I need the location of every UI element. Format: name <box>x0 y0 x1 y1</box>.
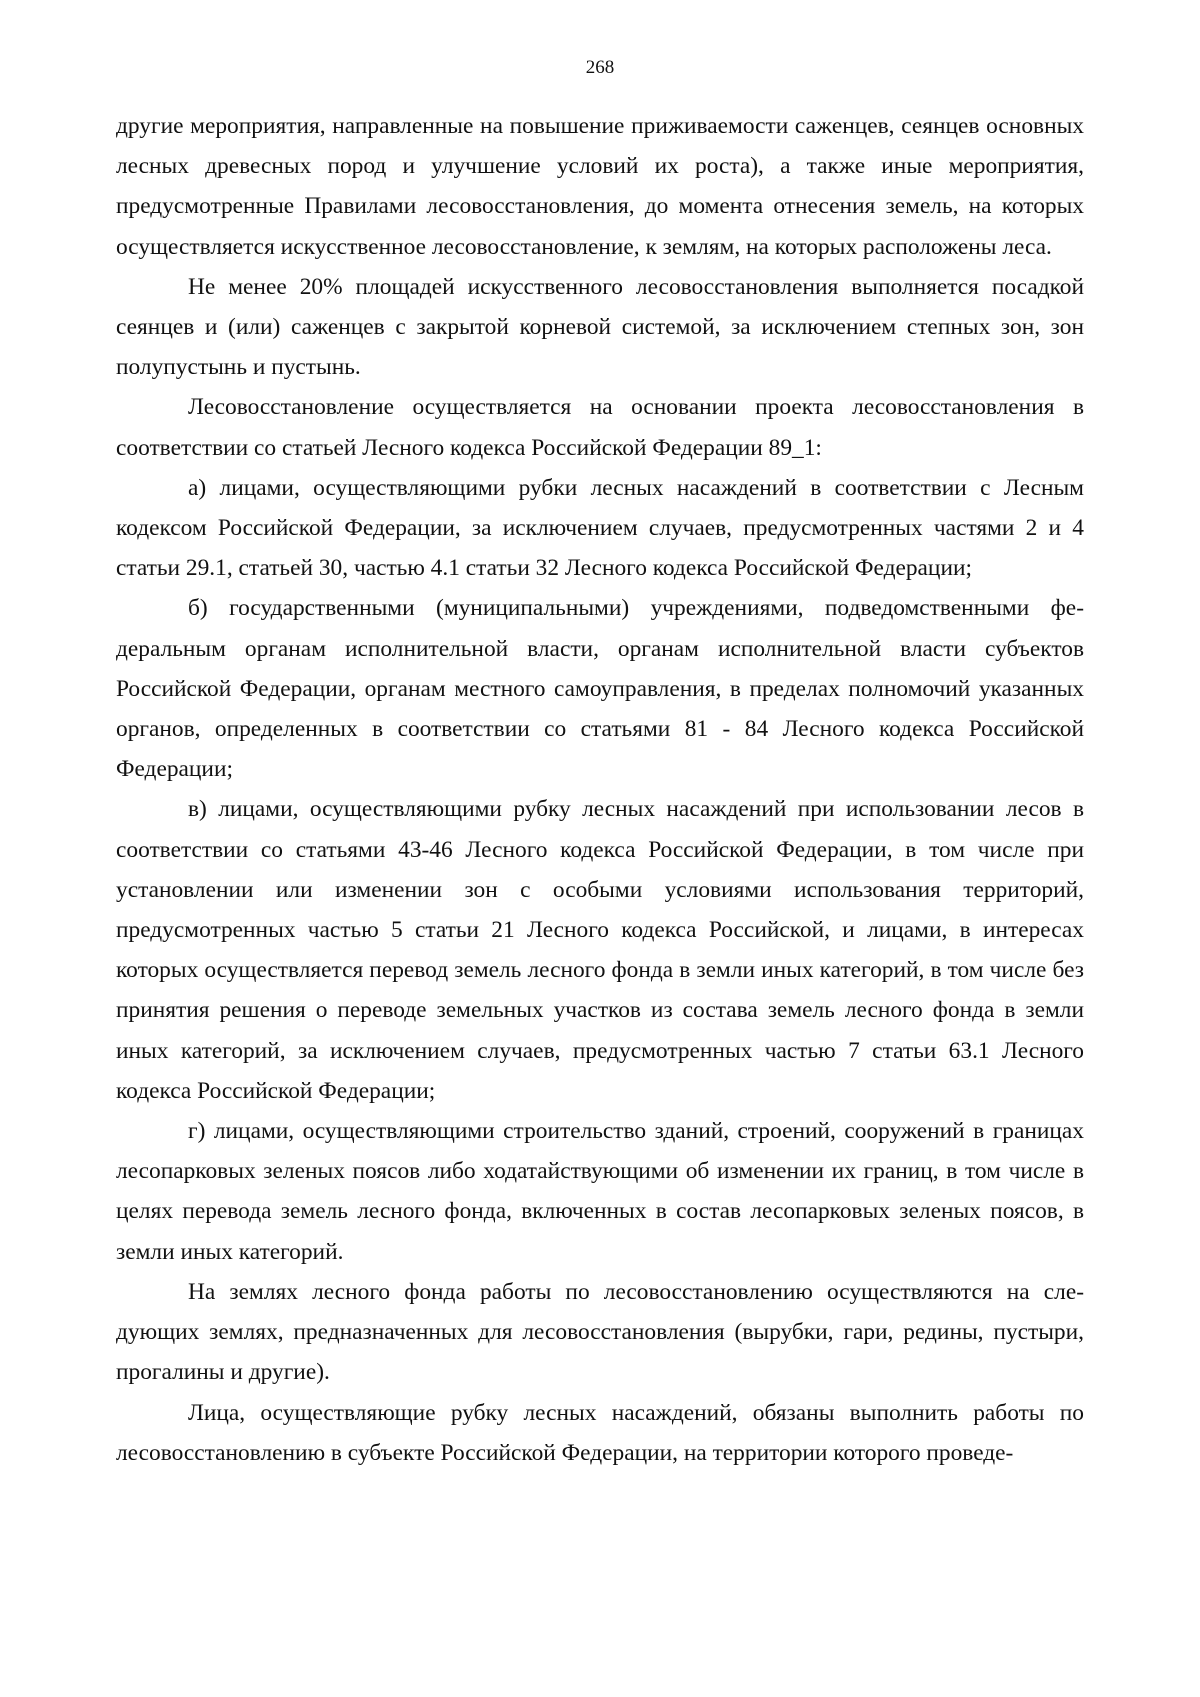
paragraph-obligations: Лица, осуществляющие рубку лесных насаждений, обязаны выполнить работы по лесовосстановлению в субъекте Российской Федерации, на территории которого проведе- <box>116 1399 1084 1466</box>
list-item-a: а) лицами, осуществляющими рубки лесных насаждений в соответствии с Лесным кодексом Российской Федерации, за исключением случаев, предусмотренных частями 2 и 4 статьи 29.1, статьей 30, частью 4.1 статьи 32 Лесного кодекса Российской Федерации; <box>116 474 1084 582</box>
page-number: 268 <box>585 57 615 78</box>
list-item-v: в) лицами, осуществляющими рубку лесных насаждений при использовании лесов в соответствии со статьями 43-46 Лесного кодекса Российской Федерации, в том числе при установлении или изменении зон с особыми условиями использования территорий, предусмотренных частью 5 статьи 21 Лесного кодекса Российской, и лицами, в интересах которых осуществляется перевод земель лесного фонда в земли иных категорий, в том числе без принятия решения о переводе земельных участков из состава земель лесного фонда в земли иных категорий, за исключением случаев, предусмотренных частью 7 статьи 63.1 Лесного кодекса Российской Федерации; <box>116 796 1084 1104</box>
paragraph-continuation: другие мероприятия, направленные на повышение приживаемости саженцев, сеянцев основных лесных древесных пород и улучшение условий их роста), а также иные мероприятия, предусмотренные Правилами лесовосстановления, до момента отнесения земель, на которых осуществляется искусственное лесовосстановление, к землям, на которых расположены леса. <box>116 113 1084 260</box>
list-item-g: г) лицами, осуществляющими строительство зданий, строений, сооружений в границах лесопарковых зеленых поясов либо ходатайствующими об изменении их границ, в том числе в целях перевода земель лесного фонда, включенных в состав лесопарковых зеленых поясов, в земли иных категорий. <box>116 1118 1084 1265</box>
list-item-b: б) государственными (муниципальными) учреждениями, подведомственными федеральным органам исполнительной власти, органам исполнительной власти субъектов Российской Федерации, органам местного самоуправления, в пределах полномочий указанных органов, определенных в соответствии со статьями 81 - 84 Лесного кодекса Российской Федерации; <box>116 595 1084 783</box>
paragraph-forest-fund-lands: На землях лесного фонда работы по лесовосстановлению осуществляются на следующих землях, предназначенных для лесовосстановления (вырубки, гари, редины, пустыри, прогалины и другие). <box>116 1278 1084 1386</box>
paragraph-reforestation-basis: Лесовосстановление осуществляется на основании проекта лесовосстановления в соответствии со статьей Лесного кодекса Российской Федерации 89_1: <box>116 394 1084 461</box>
document-body <box>116 106 1084 1473</box>
paragraph-planting-share: Не менее 20% площадей искусственного лесовосстановления выполняется посадкой сеянцев и (или) саженцев с закрытой корневой системой, за исключением степных зон, зон полупустынь и пустынь. <box>116 273 1084 381</box>
